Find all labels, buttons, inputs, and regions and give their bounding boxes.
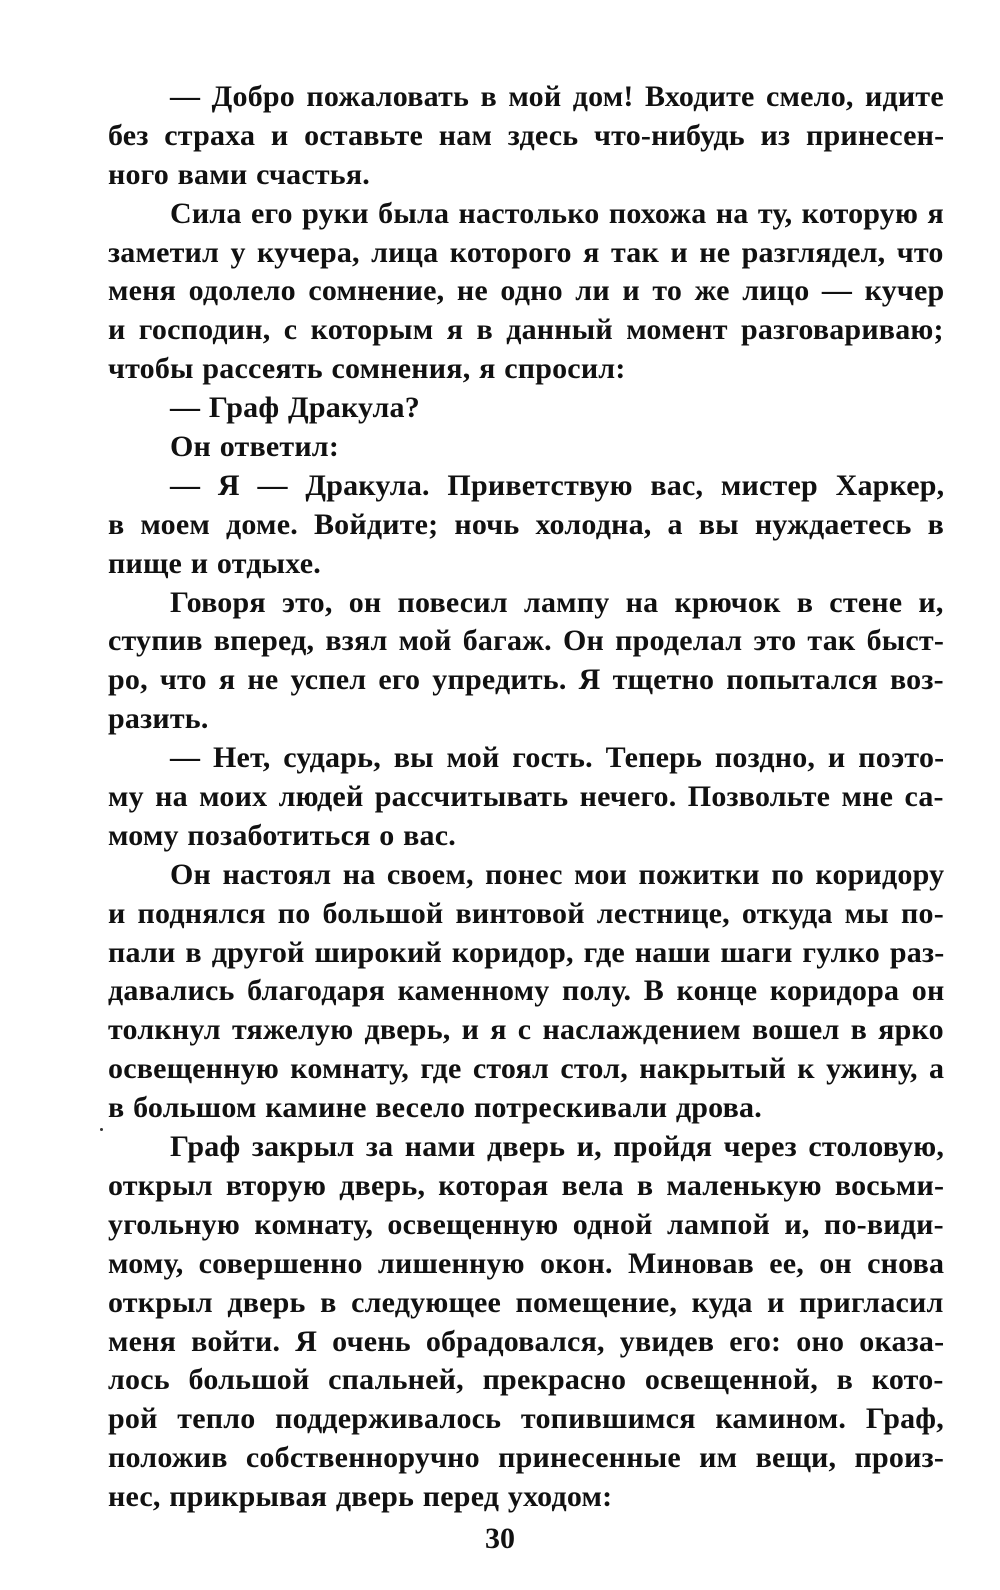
text-line: пали в другой широкий коридор, где наши шаги гулко раз- bbox=[108, 935, 945, 969]
text-line: открыл дверь в следующее помещение, куда и пригласил bbox=[108, 1285, 944, 1319]
text-line: Говоря это, он повесил лампу на крючок в стене и, bbox=[170, 585, 944, 619]
text-line: и господин, с которым я в данный момент разговариваю; bbox=[108, 313, 944, 347]
book-page-text bbox=[108, 78, 944, 1528]
text-line: без страха и оставьте нам здесь что-нибудь из принесен- bbox=[108, 118, 945, 152]
text-line: в большом камине весело потрескивали дрова. bbox=[108, 1091, 762, 1125]
text-line: ступив вперед, взял мой багаж. Он проделал это так быст- bbox=[108, 624, 945, 658]
text-line: рой тепло поддерживалось топившимся камином. Граф, bbox=[108, 1402, 944, 1436]
text-line: и поднялся по большой винтовой лестнице, откуда мы по- bbox=[108, 896, 944, 930]
text-line: угольную комнату, освещенную одной лампой и, по-види- bbox=[108, 1207, 944, 1241]
text-line: — Граф Дракула? bbox=[170, 391, 420, 425]
text-line: Граф закрыл за нами дверь и, пройдя через столовую, bbox=[170, 1130, 945, 1164]
text-line: Он ответил: bbox=[170, 430, 340, 464]
text-line: мому, совершенно лишенную окон. Миновав ее, он снова bbox=[108, 1246, 945, 1280]
text-line: в моем доме. Войдите; ночь холодна, а вы нуждаетесь в bbox=[108, 507, 944, 541]
text-line: му на моих людей рассчитывать нечего. Позвольте мне са- bbox=[108, 780, 944, 814]
text-line: — Нет, сударь, вы мой гость. Теперь поздно, и поэто- bbox=[170, 741, 945, 775]
text-line: освещенную комнату, где стоял стол, накрытый к ужину, а bbox=[108, 1052, 945, 1086]
text-line: заметил у кучера, лица которого я так и не разглядел, что bbox=[108, 235, 944, 269]
text-line: меня войти. Я очень обрадовался, увидев его: оно оказа- bbox=[108, 1324, 945, 1358]
text-line: — Добро пожаловать в мой дом! Входите смело, идите bbox=[170, 80, 944, 113]
text-line: мому позаботиться о вас. bbox=[108, 818, 456, 852]
text-line: меня одолело сомнение, не одно ли и то же лицо — кучер bbox=[108, 274, 945, 308]
text-line: чтобы рассеять сомнения, я спросил: bbox=[108, 352, 626, 386]
text-line: открыл вторую дверь, которая вела в маленькую восьми- bbox=[108, 1168, 945, 1202]
text-line: разить. bbox=[108, 702, 209, 736]
text-line: ного вами счастья. bbox=[108, 157, 370, 191]
text-line: ро, что я не успел его упредить. Я тщетно попытался воз- bbox=[108, 663, 944, 697]
text-line: нес, прикрывая дверь перед уходом: bbox=[108, 1480, 613, 1514]
text-line: толкнул тяжелую дверь, и я с наслаждением вошел в ярко bbox=[108, 1013, 944, 1047]
text-line: лось большой спальней, прекрасно освещенной, в кото- bbox=[108, 1363, 944, 1397]
text-line: — Я — Дракула. Приветствую вас, мистер Харкер, bbox=[170, 468, 945, 502]
print-speck bbox=[100, 1128, 103, 1131]
text-line: Сила его руки была настолько похожа на ту, которую я bbox=[170, 196, 944, 230]
text-line: Он настоял на своем, понес мои пожитки по коридору bbox=[170, 857, 945, 891]
text-line: положив собственноручно принесенные им вещи, произ- bbox=[108, 1441, 945, 1475]
text-line: давались благодаря каменному полу. В конце коридора он bbox=[108, 974, 945, 1008]
page-number: 30 bbox=[485, 1522, 515, 1555]
text-line: пище и отдыхе. bbox=[108, 546, 321, 580]
